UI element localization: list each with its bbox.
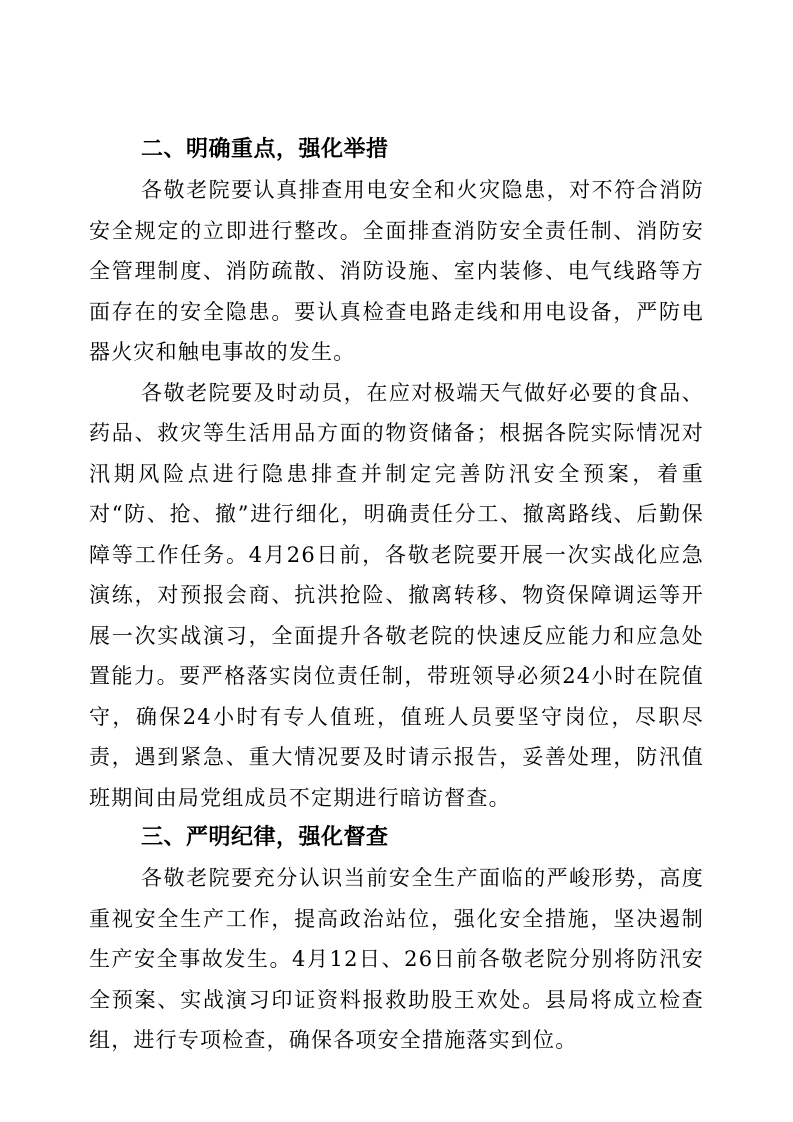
document-body [89, 130, 704, 1061]
section-3-paragraph-1: 各敬老院要充分认识当前安全生产面临的严峻形势，高度重视安全生产工作，提高政治站位，强化安全措施，坚决遏制生产安全事故发生。4月12日、26日前各敬老院分别将防汛安全预案、实战演习印证资料报救助股王欢处。县局将成立检查组，进行专项检查，确保各项安全措施落实到位。 [89, 866, 704, 1052]
section-heading-3: 三、严明纪律，强化督查 [141, 825, 389, 850]
section-2-paragraph-2: 各敬老院要及时动员，在应对极端天气做好必要的食品、药品、救灾等生活用品方面的物资储备；根据各院实际情况对汛期风险点进行隐患排查并制定完善防汛安全预案，着重对“防、抢、撤”进行细化，明确责任分工、撤离路线、后勤保障等工作任务。4月26日前，各敬老院要开展一次实战化应急演练，对预报会商、抗洪抢险、撤离转移、物资保障调运等开展一次实战演习，全面提升各敬老院的快速反应能力和应急处置能力。要严格落实岗位责任制，带班领导必须24小时在院值守，确保24小时有专人值班，值班人员要坚守岗位，尽职尽责，遇到紧急、重大情况要及时请示报告，妥善处理，防汛值班期间由局党组成员不定期进行暗访督查。 [89, 380, 704, 810]
section-2-paragraph-1: 各敬老院要认真排查用电安全和火灾隐患，对不符合消防安全规定的立即进行整改。全面排查消防安全责任制、消防安全管理制度、消防疏散、消防设施、室内装修、电气线路等方面存在的安全隐患。要认真检查电路走线和用电设备，严防电器火灾和触电事故的发生。 [89, 178, 704, 364]
section-heading-2: 二、明确重点，强化举措 [141, 137, 389, 162]
